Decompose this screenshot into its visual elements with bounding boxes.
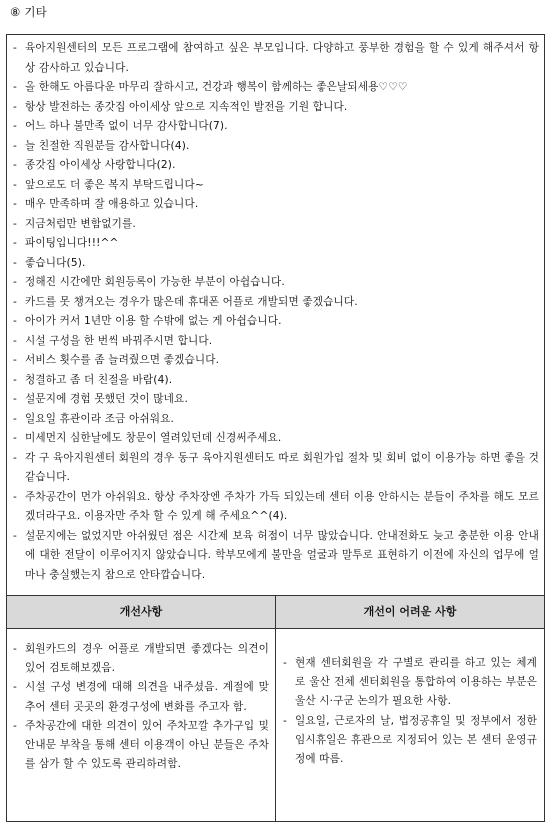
- list-item: - 각 구 육아지원센터 회원의 경우 동구 육아지원센터도 따로 회원가입 절차 및 회비 없이 이용가능 하면 좋을 것 같습니다.: [13, 451, 539, 483]
- improvements-column: [13, 640, 269, 774]
- list-item: - 현재 센터회원을 각 구별로 관리를 하고 있는 체계로 울산 전체 센터회원을 통합하여 이용하는 부분은 울산 시·구군 논의가 필요한 사항.: [283, 657, 537, 708]
- list-item: - 앞으로도 더 좋은 복지 부탁드립니다~: [13, 178, 204, 191]
- list-item: - 항상 발전하는 종갓집 아이세상 앞으로 지속적인 발전을 기원 합니다.: [13, 100, 348, 113]
- list-item: - 일요일 휴관이라 조금 아쉬워요.: [13, 412, 175, 425]
- list-item: - 미세먼지 심한날에도 창문이 열려있던데 신경써주세요.: [13, 432, 282, 444]
- comments-list: [13, 39, 539, 585]
- list-item: - 매우 만족하며 잘 애용하고 있습니다.: [13, 198, 199, 210]
- list-item: - 육아지원센터의 모든 프로그램에 참여하고 싶은 부모입니다. 다양하고 풍부한 경험을 할 수 있게 해주셔서 항상 감사하고 있습니다.: [13, 42, 539, 74]
- list-item: - 설문지에는 없었지만 아쉬웠던 점은 시간제 보육 허점이 너무 많았습니다. 안내전화도 늦고 충분한 이용 안내에 대한 전달이 이루어지지 않았습니다. 학부모에게 불만을 얼굴과 말투로 표현하기 이전에 자신의 업무에 얼마나 충실했는지 참으로 안타깝습니다.: [13, 529, 539, 581]
- list-item: - 일요일, 근로자의 날, 법정공휴일 및 정부에서 정한 임시휴일은 휴관으로 지정되어 있는 본 센터 운영규정에 따름.: [283, 714, 537, 766]
- list-item: - 파이팅입니다!!!^^: [13, 237, 119, 249]
- column-divider: [275, 596, 276, 821]
- header-difficult: 개선이 어려운 사항: [363, 605, 457, 618]
- list-item: - 회원카드의 경우 어플로 개발되면 좋겠다는 의견이 있어 검토해보겠음.: [13, 643, 269, 675]
- list-item: - 어느 하나 불만족 없이 너무 감사합니다(7).: [13, 120, 228, 132]
- list-item: - 서비스 횟수를 좀 늘려줬으면 좋겠습니다.: [13, 354, 220, 366]
- list-item: - 정해진 시간에만 회원등록이 가능한 부분이 아쉽습니다.: [13, 276, 285, 288]
- list-item: - 시설 구성을 한 번씩 바꿔주시면 합니다.: [13, 334, 213, 347]
- list-item: - 주차공간에 대한 의견이 있어 주차꼬깔 추가구입 및 안내문 부착을 통해 센터 이용객이 아닌 분들은 주차를 삼가 할 수 있도록 관리하려함.: [13, 719, 269, 771]
- list-item: - 좋습니다(5).: [13, 256, 86, 269]
- list-item: - 늘 친절한 직원분들 감사합니다(4).: [13, 139, 190, 152]
- list-item: - 시설 구성 변경에 대해 의견을 내주셨음. 계절에 맞추어 센터 곳곳의 환경구성에 변화를 주고자 함.: [13, 681, 269, 713]
- difficult-column: [283, 654, 537, 769]
- list-item: - 지금처럼만 변함없기를.: [13, 217, 136, 230]
- list-item: - 주차공간이 먼가 아쉬워요. 항상 주차장엔 주차가 가득 되있는데 센터 이용 안하시는 분들이 주차를 해도 모르겠더라구요. 이용자만 주차 할 수 있게 해 주세요^^(4).: [13, 490, 539, 522]
- list-item: - 청결하고 좀 더 친절을 바람(4).: [13, 373, 173, 386]
- section-heading: ⑧ 기타: [10, 5, 47, 19]
- comments-box: [6, 34, 545, 596]
- header-improvements: 개선사항: [119, 605, 163, 618]
- list-item: - 아이가 커서 1년만 이용 할 수밖에 없는 게 아쉽습니다.: [13, 315, 282, 327]
- list-item: - 카드를 못 챙겨오는 경우가 많은데 휴대폰 어플로 개발되면 좋겠습니다.: [13, 295, 358, 308]
- list-item: - 종갓집 아이세상 사랑합니다(2).: [13, 159, 176, 171]
- list-item: - 올 한해도 아름다운 마무리 잘하시고, 건강과 행복이 함께하는 좋은날되세용♡♡♡: [13, 81, 408, 93]
- list-item: - 설문지에 경험 못했던 것이 많네요.: [13, 393, 188, 405]
- response-table: [6, 595, 545, 822]
